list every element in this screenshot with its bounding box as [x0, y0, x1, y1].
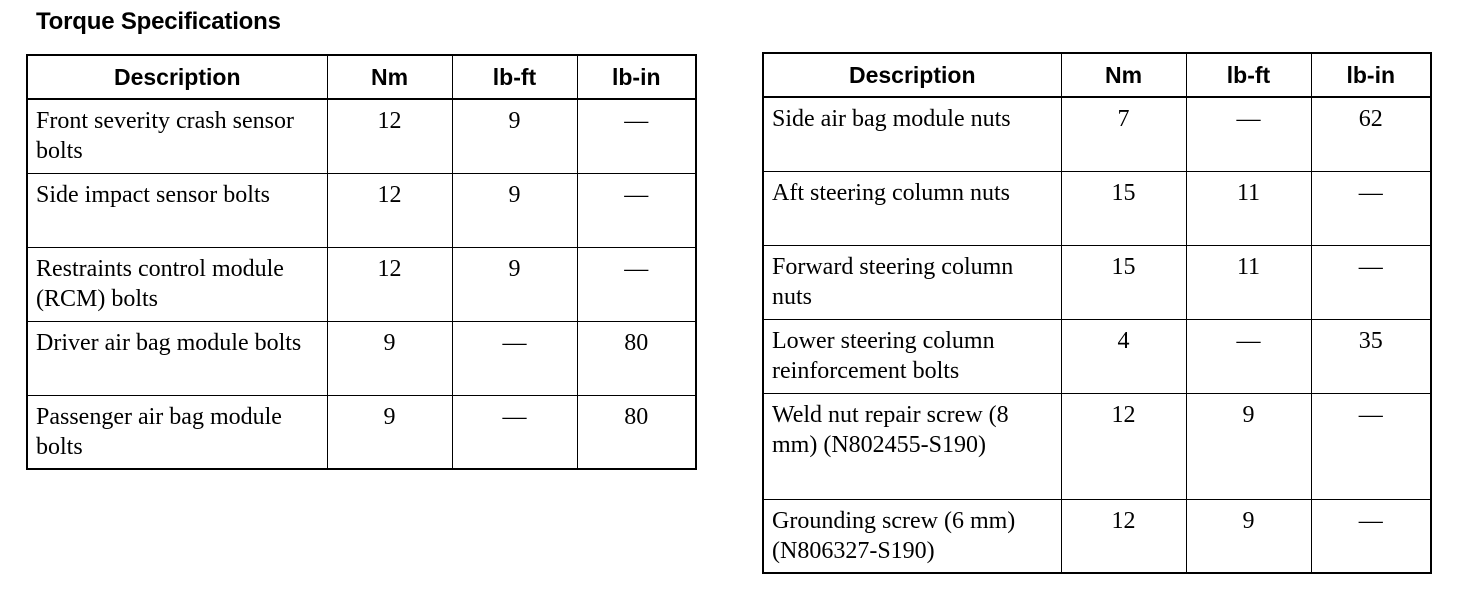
row-lb-ft: —	[452, 395, 577, 469]
header-lb-ft: lb-ft	[1186, 53, 1311, 97]
row-description: Front severity crash sensor bolts	[27, 99, 327, 173]
row-lb-ft: 9	[1186, 499, 1311, 573]
row-description: Driver air bag module bolts	[27, 321, 327, 395]
table-row	[763, 97, 1431, 171]
row-description: Lower steering column reinforcement bolts	[763, 319, 1061, 393]
row-nm: 12	[327, 99, 452, 173]
row-description: Passenger air bag module bolts	[27, 395, 327, 469]
table-row	[27, 247, 696, 321]
row-lb-in: —	[1311, 499, 1431, 573]
row-nm: 15	[1061, 245, 1186, 319]
row-nm: 9	[327, 321, 452, 395]
page-title: Torque Specifications	[36, 8, 281, 35]
row-lb-ft: 11	[1186, 245, 1311, 319]
row-description: Restraints control module (RCM) bolts	[27, 247, 327, 321]
table-row	[763, 171, 1431, 245]
row-nm: 12	[1061, 393, 1186, 499]
row-nm: 4	[1061, 319, 1186, 393]
table-row	[763, 393, 1431, 499]
row-nm: 7	[1061, 97, 1186, 171]
table-row	[27, 173, 696, 247]
row-nm: 15	[1061, 171, 1186, 245]
header-lb-in: lb-in	[577, 55, 696, 99]
header-description: Description	[763, 53, 1061, 97]
header-lb-ft: lb-ft	[452, 55, 577, 99]
header-nm: Nm	[1061, 53, 1186, 97]
row-lb-in: —	[1311, 171, 1431, 245]
row-lb-ft: 9	[1186, 393, 1311, 499]
row-lb-in: —	[577, 99, 696, 173]
row-lb-in: 35	[1311, 319, 1431, 393]
row-description: Side impact sensor bolts	[27, 173, 327, 247]
row-lb-ft: —	[452, 321, 577, 395]
row-lb-ft: 9	[452, 247, 577, 321]
torque-table-right	[762, 52, 1432, 574]
row-nm: 12	[327, 173, 452, 247]
table-row	[763, 245, 1431, 319]
row-description: Weld nut repair screw (8 mm) (N802455-S190)	[763, 393, 1061, 499]
row-lb-ft: —	[1186, 319, 1311, 393]
row-lb-ft: —	[1186, 97, 1311, 171]
table-row	[27, 321, 696, 395]
torque-table-left	[26, 54, 697, 470]
row-description: Forward steering column nuts	[763, 245, 1061, 319]
row-nm: 12	[1061, 499, 1186, 573]
table-row	[763, 319, 1431, 393]
row-lb-in: —	[1311, 393, 1431, 499]
row-lb-ft: 11	[1186, 171, 1311, 245]
row-lb-in: 62	[1311, 97, 1431, 171]
header-description: Description	[27, 55, 327, 99]
row-lb-ft: 9	[452, 99, 577, 173]
row-nm: 9	[327, 395, 452, 469]
table-row	[27, 99, 696, 173]
table-row	[27, 395, 696, 469]
table-row	[763, 499, 1431, 573]
row-lb-in: 80	[577, 395, 696, 469]
row-lb-in: —	[1311, 245, 1431, 319]
row-lb-in: —	[577, 247, 696, 321]
row-description: Aft steering column nuts	[763, 171, 1061, 245]
row-nm: 12	[327, 247, 452, 321]
row-lb-ft: 9	[452, 173, 577, 247]
table-header-row	[27, 55, 696, 99]
row-lb-in: —	[577, 173, 696, 247]
header-nm: Nm	[327, 55, 452, 99]
row-lb-in: 80	[577, 321, 696, 395]
row-description: Side air bag module nuts	[763, 97, 1061, 171]
row-description: Grounding screw (6 mm) (N806327-S190)	[763, 499, 1061, 573]
header-lb-in: lb-in	[1311, 53, 1431, 97]
table-header-row	[763, 53, 1431, 97]
